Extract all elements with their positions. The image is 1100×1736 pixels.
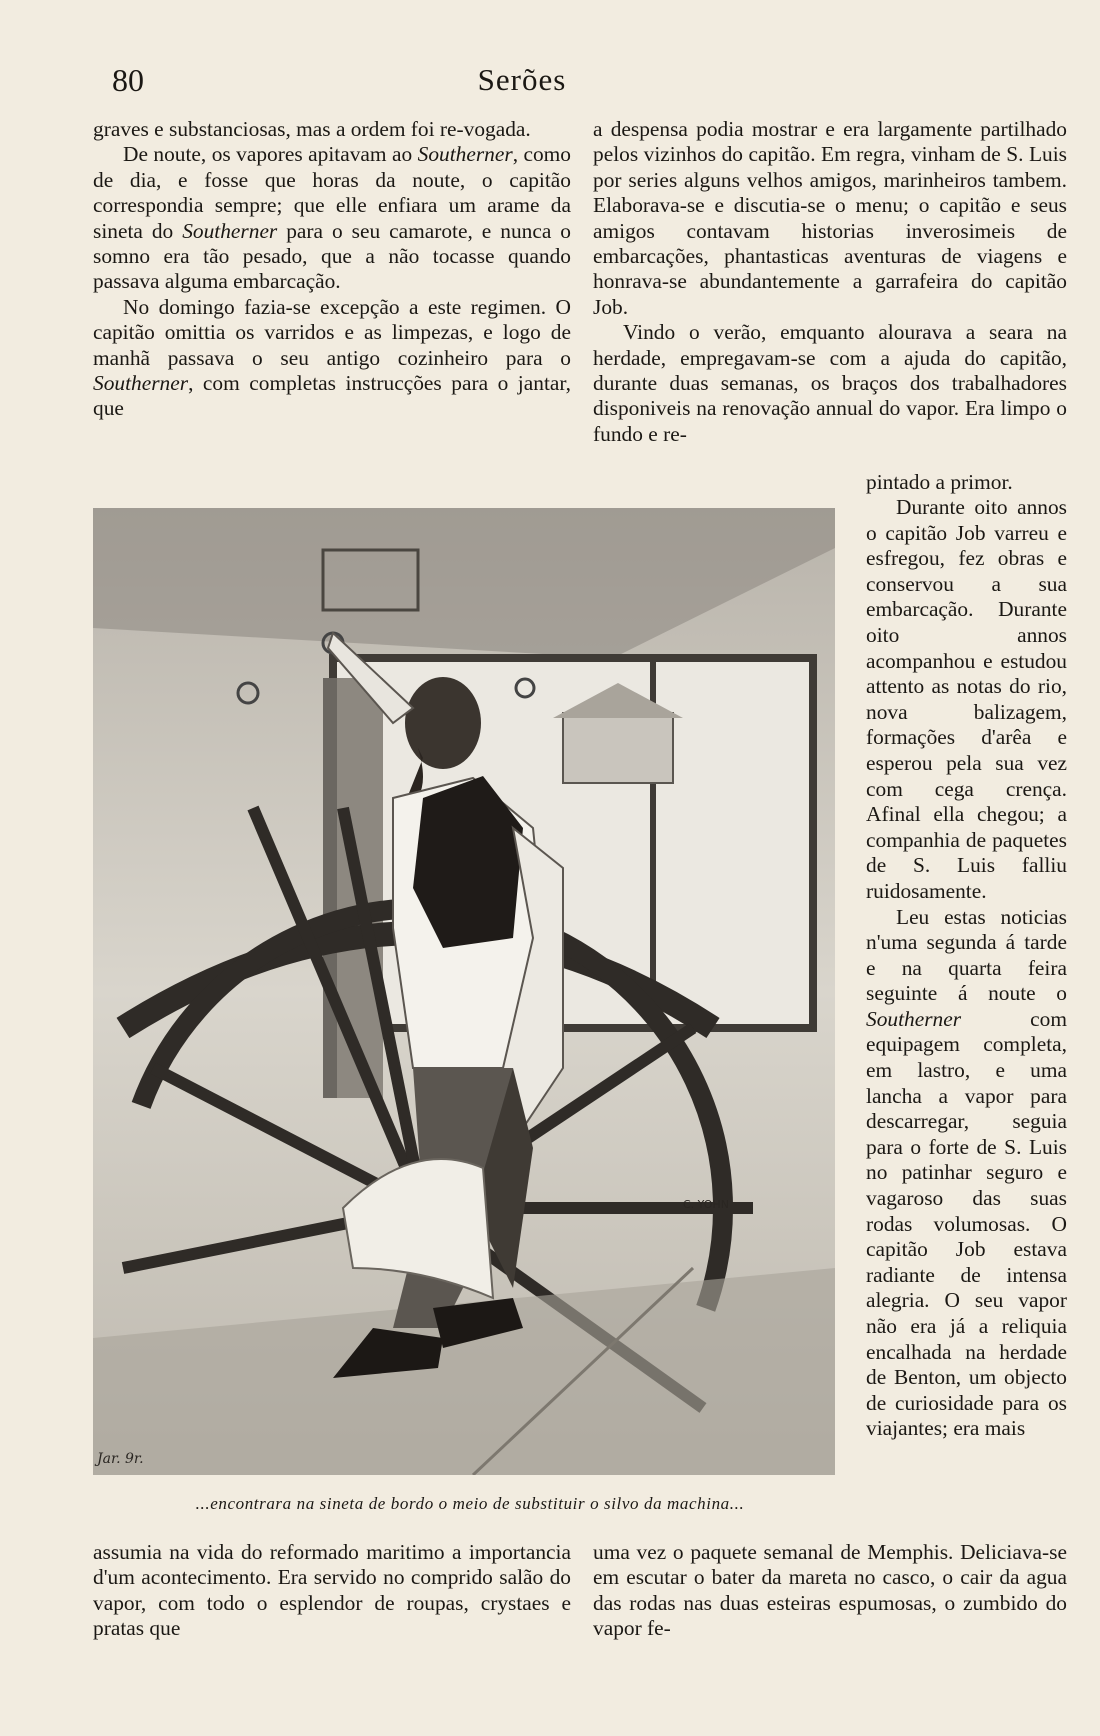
paragraph: No domingo fazia-se excepção a este regimen. O capitão omittia os varridos e as limpezas, e logo de manhã passava o seu antigo cozinheiro para o Southerner, com completas instrucções para o jantar, que — [93, 294, 571, 421]
illustration-caption: ...encontrara na sineta de bordo o meio de substituir o silvo da machina... — [195, 1494, 745, 1513]
column-right-side — [866, 495, 1067, 1442]
column-right-bottom: uma vez o paquete semanal de Memphis. Deliciava-se em escutar o bater da mareta no casco, o cair da agua das rodas nas duas esteiras espumosas, o zumbido do vapor fe- — [593, 1540, 1067, 1641]
page-number: 80 — [112, 62, 144, 98]
ship-name: Southerner — [866, 1006, 962, 1031]
page-header — [112, 62, 932, 104]
paragraph-continuation: pintado a primor. — [866, 470, 1013, 494]
paragraph: a despensa podia mostrar e era largamente partilhado pelos vizinhos do capitão. Em regra, vinham de S. Luis por series alguns velhos amigos, marinheiros tambem. Elaborava-se e discutia-se o menu; o capitão e seus amigos contavam historias inverosimeis de embarcações, phantasticas aventuras de viagens e honrava-se abundantemente a garrafeira do capitão Job. — [593, 117, 1067, 319]
illustration-captain-at-wheel — [93, 508, 835, 1475]
column-right-top — [593, 117, 1067, 447]
column-left-bottom: assumia na vida do reformado maritimo a importancia d'um acontecimento. Era servido no comprido salão do vapor, com todo o esplendor de roupas, crystaes e pratas que — [93, 1540, 571, 1641]
running-title: Serões — [477, 62, 567, 97]
paragraph: graves e substanciosas, mas a ordem foi re-vogada. — [93, 117, 531, 141]
paragraph: Leu estas noticias n'uma segunda á tarde e na quarta feira seguinte á noute o Southerner com equipagem completa, em lastro, e uma lancha a vapor para descarregar, seguia para o forte de S. Luis no patinhar seguro e vagaroso das suas rodas volumosas. O capitão Job estava radiante de intensa alegria. O seu vapor não era já a reliquia encalhada na herdade de Benton, um objecto de curiosidade para os viajantes; era mais — [866, 904, 1067, 1441]
paragraph: Durante oito annos o capitão Job varreu e esfregou, fez obras e conservou a sua embarcação. Durante oito annos acompanhou e estudou attento as notas do rio, nova balizagem, formações d'arêa e esperou pela sua vez com cega crença. Afinal ella chegou; a companhia de paquetes de S. Luis falliu ruidosamente. — [866, 495, 1067, 903]
column-left-top — [93, 117, 571, 422]
ship-name: Southerner — [182, 218, 278, 243]
artist-signature-left: Jar. 9r. — [97, 1451, 144, 1467]
engraving-drawing — [93, 508, 835, 1475]
artist-signature-right: C. YOHN — [683, 1198, 729, 1211]
ship-name: Southerner — [93, 371, 189, 396]
paragraph: Vindo o verão, emquanto alourava a seara na herdade, empregavam-se com a ajuda do capitão, durante duas semanas, os braços dos trabalhadores disponiveis na renovação annual do vapor. Era limpo o fundo e re- — [593, 320, 1067, 446]
paragraph: De noute, os vapores apitavam ao Southerner, como de dia, e fosse que horas da noute, o capitão correspondia sempre; que elle enfiara um arame da sineta do Southerner para o seu camarote, e nunca o somno era tão pesado, que a não tocasse quando passava alguma embarcação. — [93, 142, 572, 294]
ship-name: Southerner — [417, 142, 513, 167]
